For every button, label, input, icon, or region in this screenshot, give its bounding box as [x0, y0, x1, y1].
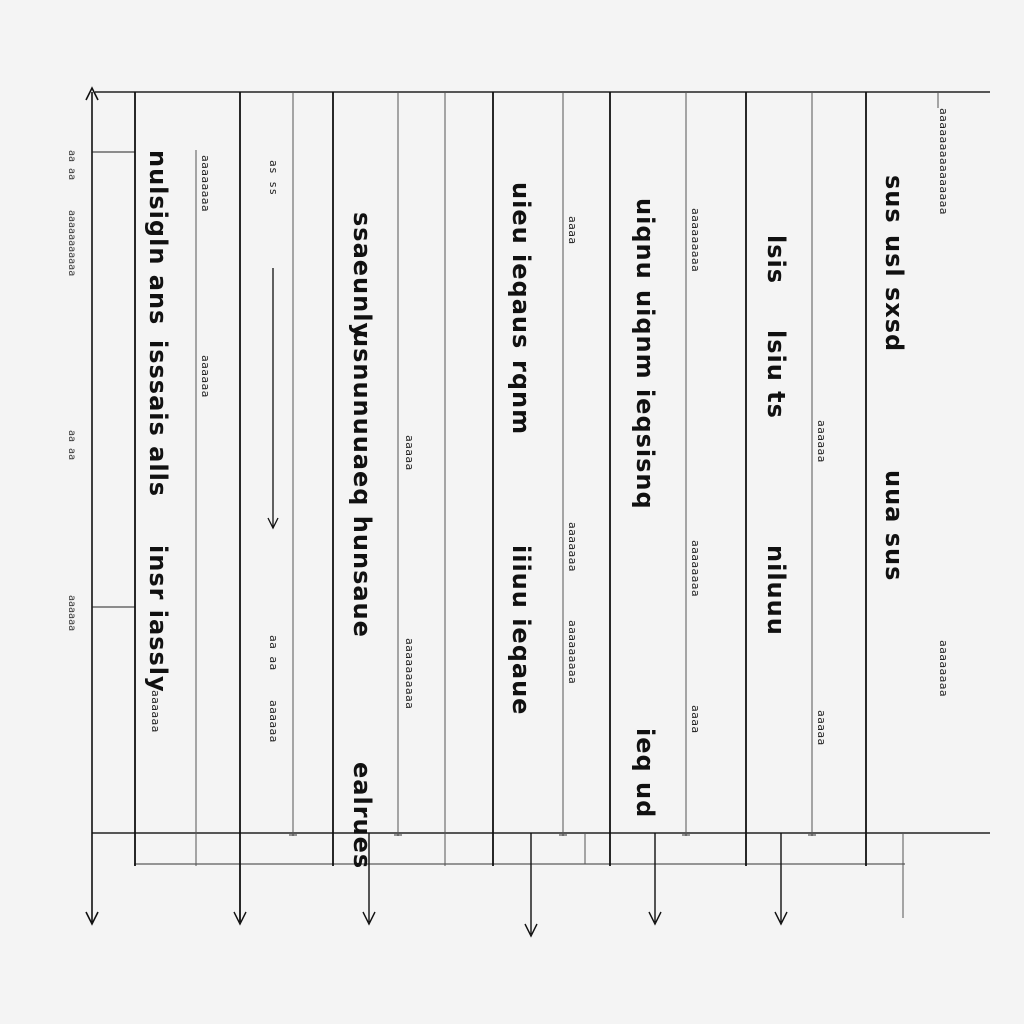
column-3-note-a: aaaaa — [403, 435, 416, 471]
left-axis-top-label: aa aa — [66, 150, 77, 181]
left-axis-mid-label: aa aa — [66, 430, 77, 461]
column-5-label-low: ieq ud — [631, 728, 659, 819]
column-1-label-top: nulsigln ans — [144, 150, 172, 326]
column-1-note-b: aaaaaa — [199, 355, 212, 398]
column-2-note-c: aaaaaa — [267, 700, 280, 743]
column-6-note-a: aaaaaa — [815, 420, 828, 463]
column-5-note-c: aaaa — [689, 705, 702, 734]
column-3-label-mid: usnunuuaeq hunsaue — [348, 330, 376, 638]
column-1-label-low: insr iassly — [144, 545, 172, 693]
column-5-note-b: aaaaaaaa — [689, 540, 702, 597]
column-1-note-a: aaaaaaaa — [199, 155, 212, 212]
column-3-label-top: ssaeunly — [348, 212, 376, 340]
column-7-note-b: aaaaaaaa — [937, 640, 950, 697]
column-6-label-top: lsis — [762, 235, 790, 285]
column-4-label-mid: rqnm — [507, 360, 535, 436]
column-4-label-top: uieu ieqaus — [507, 182, 535, 350]
column-4-note-a: aaaa — [566, 216, 579, 245]
column-2-note-b: aa aa — [267, 635, 280, 671]
column-7-label-low: uua sus — [880, 470, 908, 582]
column-5-note-a: aaaaaaaaa — [689, 208, 702, 273]
left-axis-upper-text: aaaaaaaaaaa — [66, 210, 77, 277]
column-3-label-low: ealrues — [348, 762, 376, 870]
column-1-note-c: aaaaaa — [149, 690, 162, 733]
left-axis-lower-text: aaaaaa — [66, 595, 77, 632]
column-6-label-low: niluuu — [762, 545, 790, 636]
column-5-label-top: uiqnu — [631, 198, 659, 280]
column-6-label-mid: lsiu ts — [762, 330, 790, 419]
column-6-note-b: aaaaa — [815, 710, 828, 746]
column-4-note-b: aaaaaaa — [566, 522, 579, 572]
column-2-note-a: as ss — [267, 160, 280, 196]
column-4-label-low: iiiuu ieqaue — [507, 545, 535, 716]
column-4-note-c: aaaaaaaaa — [566, 620, 579, 685]
column-7-note-a: aaaaaaaaaaaaaaa — [937, 108, 950, 215]
column-7-label-top: sus — [880, 175, 908, 224]
column-1-label-mid: isssais alls — [144, 340, 172, 498]
column-5-label-mid: uiqnm ieqsisnq — [631, 290, 659, 510]
column-3-note-b: aaaaaaaaaa — [403, 638, 416, 710]
column-7-label-mid: usl sxsd — [880, 235, 908, 353]
